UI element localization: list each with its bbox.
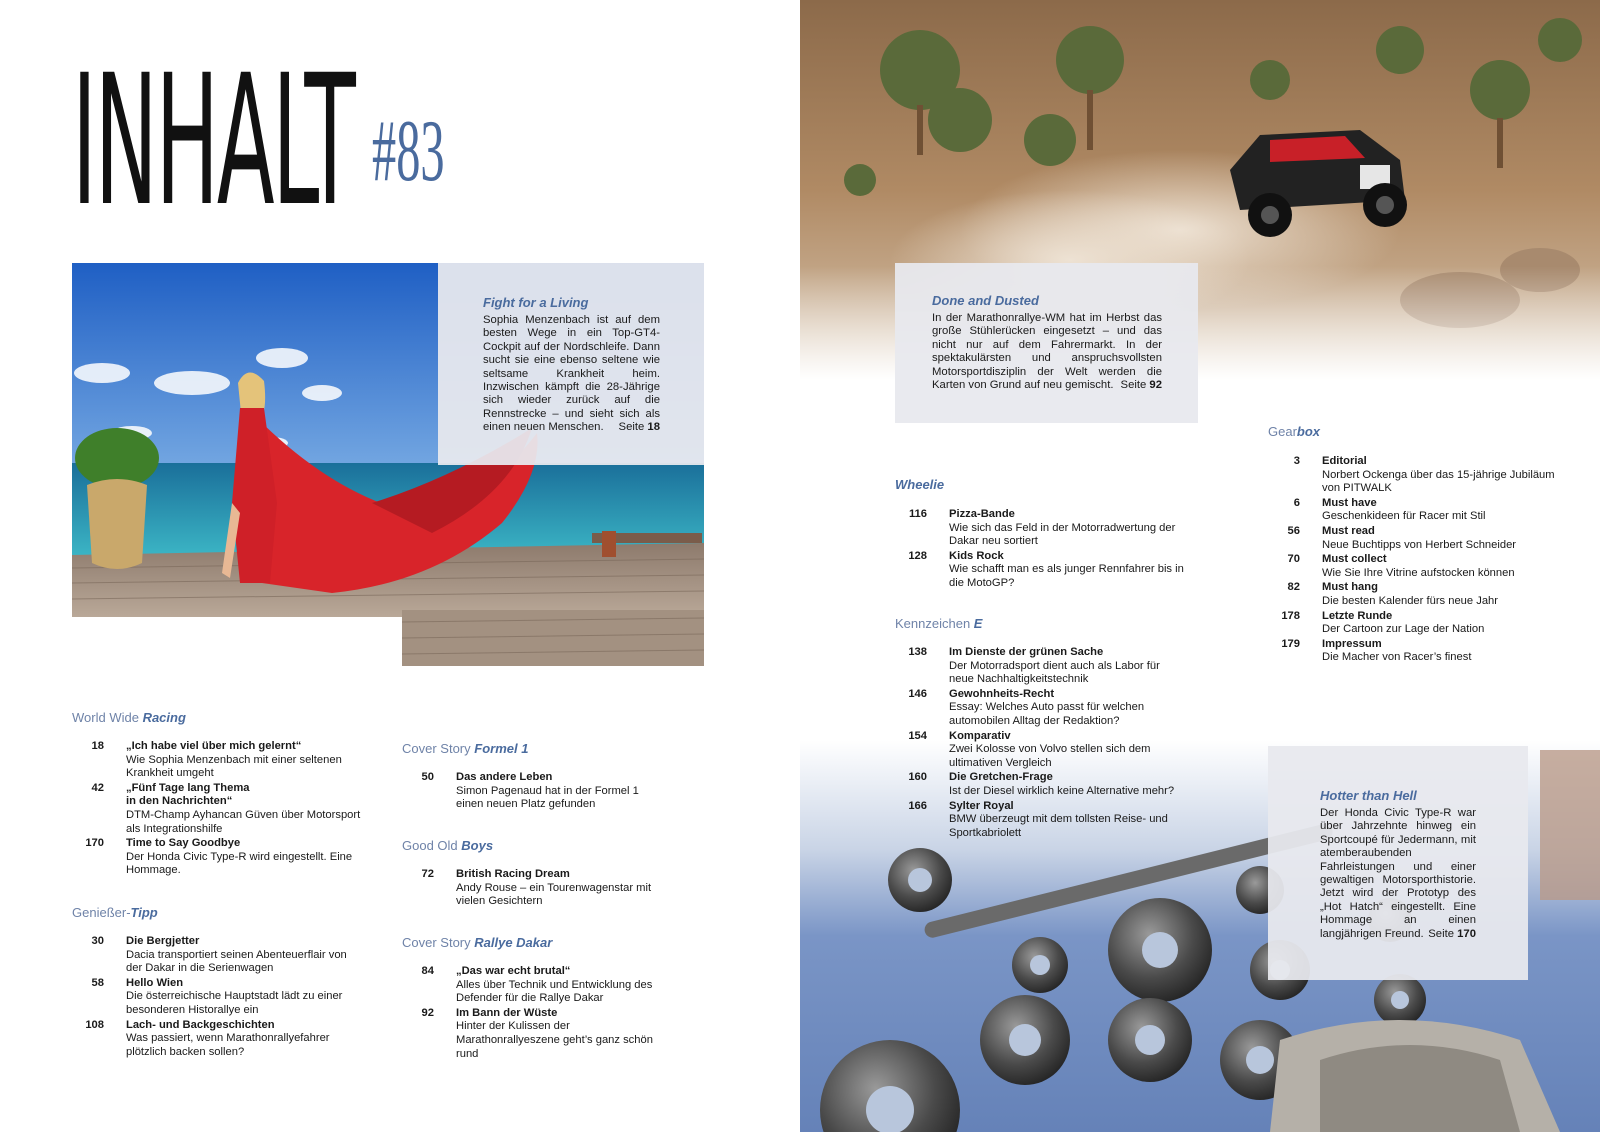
toc-entry[interactable]: 92 Im Bann der Wüste Hinter der Kulissen der Marathonrallyeszene geht’s ganz schön rund — [421, 1006, 653, 1060]
toc-entry[interactable]: 6 Must have Geschenkideen für Racer mit Stil — [1293, 496, 1486, 523]
section-heading-world-wide-racing: World Wide Racing — [72, 710, 186, 725]
toc-entry[interactable]: 42 „Fünf Tage lang Thema in den Nachrichten“ DTM-Champ Ayhancan Güven über Motorsport als Integrationshilfe — [91, 781, 361, 835]
toc-list-kennzeichen-e — [895, 646, 1185, 841]
toc-entry[interactable]: 56 Must read Neue Buchtipps von Herbert Schneider — [1287, 524, 1517, 551]
toc-entry[interactable]: 138 Im Dienste der grünen Sache Der Motorradsport dient auch als Labor für neue Nachhaltigkeitstechnik — [908, 646, 1160, 686]
feature-box-fight-for-a-living[interactable] — [438, 263, 704, 465]
toc-entry[interactable]: 146 Gewohnheits-Recht Essay: Welches Auto passt für welchen automobilen Alltag der Redaktion? — [908, 687, 1145, 727]
photo-model-deck-extension — [402, 610, 704, 666]
toc-list-cover-story-rallye-dakar — [402, 965, 662, 1062]
toc-entry[interactable]: 18 „Ich habe viel über mich gelernt“ Wie Sophia Menzenbach mit einer seltenen Krankheit umgeht — [91, 740, 342, 780]
toc-entry[interactable]: 154 Komparativ Zwei Kolosse von Volvo stellen sich dem ultimativen Vergleich — [908, 729, 1151, 769]
toc-entry[interactable]: 179 Impressum Die Macher von Racer’s finest — [1281, 637, 1472, 664]
feature-text: Sophia Menzenbach ist auf dem besten Wege in ein Top-GT4-Cockpit auf der Nordschleife. Dann sucht sie eine ebenso seltene wie seltsame Krankheit heim. Inzwischen kämpft die 28-Jährige sich wieder zurück auf die Rennstrecke – und sieht sich als einen neuen Menschen. Seite 18 — [483, 314, 660, 434]
toc-entry[interactable]: 178 Letzte Runde Der Cartoon zur Lage der Nation — [1281, 609, 1485, 636]
section-heading-good-old-boys: Good Old Boys — [402, 838, 494, 853]
feature-heading: Done and Dusted — [932, 293, 1039, 308]
toc-list-cover-story-formel-1 — [402, 771, 662, 813]
toc-entry[interactable]: 108 Lach- und Backgeschichten Was passiert, wenn Marathonrallyefahrer plötzlich backen sollen? — [85, 1018, 330, 1058]
issue-number: #83 — [372, 103, 445, 200]
feature-heading: Hotter than Hell — [1320, 788, 1417, 803]
feature-text: In der Marathonrallye-WM hat im Herbst das große Stühlerücken eingesetzt – und das nicht nur auf dem Fahrermarkt. In der spektakulärsten und anspruchsvollsten Motorsportdisziplin der Welt werden die Karten von Grund auf neu gemischt. Seite 92 — [932, 312, 1162, 392]
toc-entry[interactable]: 70 Must collect Wie Sie Ihre Vitrine aufstocken können — [1287, 553, 1515, 579]
toc-entry[interactable]: 84 „Das war echt brutal“ Alles über Technik und Entwicklung des Defender für die Rallye Dakar — [421, 965, 653, 1005]
toc-entry[interactable]: 82 Must hang Die besten Kalender fürs neue Jahr — [1287, 581, 1499, 607]
toc-list-world-wide-racing — [72, 740, 362, 879]
toc-entry[interactable]: 72 British Racing Dream Andy Rouse – ein Tourenwagenstar mit vielen Gesichtern — [421, 868, 652, 908]
page-title: INHALT — [72, 37, 354, 246]
toc-entry[interactable]: 128 Kids Rock Wie schafft man es als junger Rennfahrer bis in die MotoGP? — [908, 549, 1184, 589]
toc-entry[interactable]: 58 Hello Wien Die österreichische Hauptstadt lädt zu einer besonderen Historallye ein — [91, 976, 343, 1016]
toc-entry[interactable]: 170 Time to Say Goodbye Der Honda Civic Type-R wird eingestellt. Eine Hommage. — [85, 837, 353, 877]
feature-heading: Fight for a Living — [483, 295, 589, 310]
feature-page-ref: Seite 18 — [618, 421, 660, 434]
section-heading-cover-story-rallye-dakar: Cover Story Rallye Dakar — [402, 935, 553, 950]
feature-page-ref: Seite 92 — [1120, 379, 1162, 392]
feature-page-ref: Seite 170 — [1428, 927, 1476, 940]
feature-box-done-and-dusted[interactable] — [895, 263, 1198, 423]
section-heading-gearbox: Gearbox — [1268, 424, 1321, 439]
toc-list-wheelie — [895, 508, 1185, 592]
toc-entry[interactable]: 160 Die Gretchen-Frage Ist der Diesel wirklich keine Alternative mehr? — [908, 771, 1175, 797]
section-heading-geniesser-tipp: Genießer-Tipp — [72, 905, 158, 920]
toc-entry[interactable]: 166 Sylter Royal BMW überzeugt mit dem tollsten Reise- und Sportkabriolett — [908, 799, 1168, 839]
toc-entry[interactable]: 50 Das andere Leben Simon Pagenaud hat in der Formel 1 einen neuen Platz gefunden — [421, 771, 639, 811]
toc-list-geniesser-tipp — [72, 935, 362, 1060]
section-heading-cover-story-formel-1: Cover Story Formel 1 — [402, 741, 529, 756]
section-heading-wheelie: Wheelie — [895, 477, 945, 492]
toc-list-gearbox — [1268, 455, 1558, 666]
toc-entry[interactable]: 3 Editorial Norbert Ockenga über das 15-jährige Jubiläum von PITWALK — [1293, 455, 1555, 495]
toc-list-good-old-boys — [402, 868, 662, 910]
toc-entry[interactable]: 30 Die Bergjetter Dacia transportiert seinen Abenteuerflair von der Dakar in die Serienwagen — [91, 935, 347, 975]
feature-text: Der Honda Civic Type-R war über Jahrzehnte hinweg ein Sportcoupé für Jedermann, mit atemberaubenden Fahrleistungen und einer gewaltigen Motorsporthistorie. Jetzt wird der Prototyp des „Hot Hatch“ eingestellt. Eine Hommage an einen langjährigen Freund. Seite 170 — [1320, 807, 1476, 940]
section-heading-kennzeichen-e: Kennzeichen E — [895, 616, 983, 631]
toc-entry[interactable]: 116 Pizza-Bande Wie sich das Feld in der Motorradwertung der Dakar neu sortiert — [908, 508, 1176, 548]
feature-box-hotter-than-hell[interactable] — [1268, 746, 1528, 980]
